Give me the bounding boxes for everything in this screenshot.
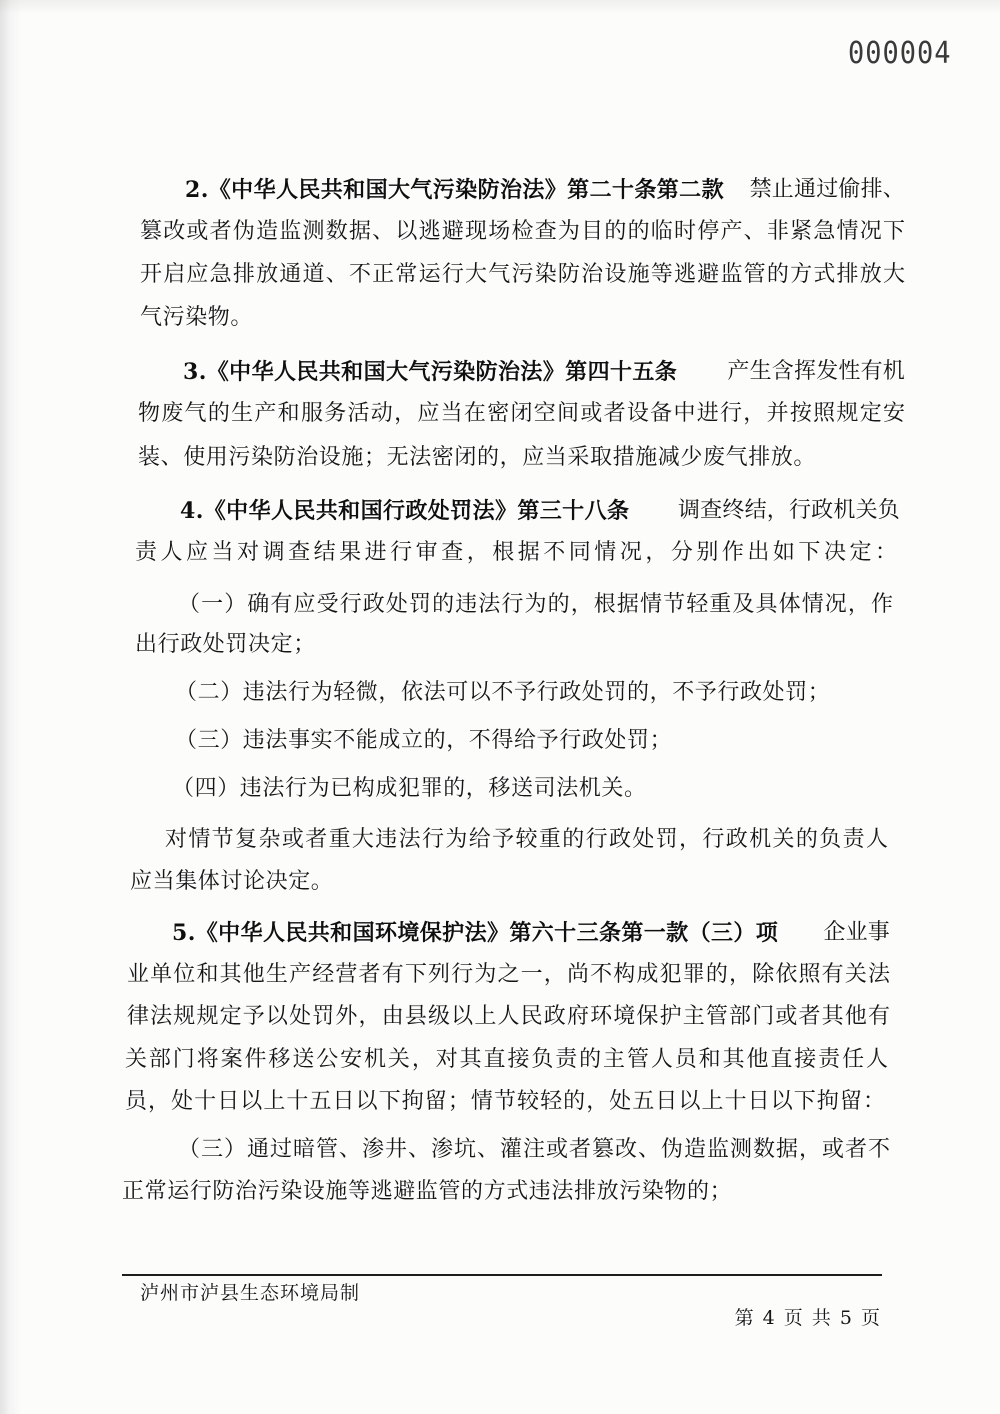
- provision-first-line: [180, 496, 900, 526]
- text-line: 装、使用污染防治设施；无法密闭的，应当采取措施减少废气排放。: [138, 445, 817, 470]
- enumerated-item-line: 出行政处罚决定；: [135, 632, 316, 657]
- provision-citation: 2.《中华人民共和国大气污染防治法》第二十条第二款: [185, 177, 724, 203]
- enumerated-item-line: （三）通过暗管、渗井、渗坑、灌注或者篡改、伪造监测数据，或者不: [178, 1137, 890, 1162]
- enumerated-item-line: （四）违法行为已构成犯罪的，移送司法机关。: [172, 776, 647, 801]
- text-line: 应当集体讨论决定。: [130, 869, 334, 894]
- provision-text: 禁止通过偷排、: [749, 177, 905, 202]
- text-line: 责人应当对调查结果进行审查，根据不同情况，分别作出如下决定：: [135, 540, 897, 565]
- provision-text: 调查终结，行政机关负: [677, 498, 900, 523]
- enumerated-item-line: 正常运行防治污染设施等逃避监管的方式违法排放污染物的；: [122, 1179, 733, 1204]
- provision-citation: 3.《中华人民共和国大气污染防治法》第四十五条: [183, 359, 678, 385]
- enumerated-item-line: （二）违法行为轻微，依法可以不予行政处罚的，不予行政处罚；: [175, 680, 831, 705]
- provision-text: 产生含挥发性有机: [727, 359, 905, 384]
- text-line: 关部门将案件移送公安机关，对其直接负责的主管人员和其他直接责任人: [125, 1047, 888, 1072]
- provision-first-line: [185, 175, 905, 205]
- provision-citation: 5.《中华人民共和国环境保护法》第六十三条第一款（三）项: [172, 920, 779, 946]
- text-line: 气污染物。: [140, 305, 254, 330]
- provision-first-line: [172, 918, 890, 948]
- footer-divider: [122, 1274, 882, 1276]
- issuing-authority: 泸州市泸县生态环境局制: [140, 1282, 361, 1304]
- text-line: 对情节复杂或者重大违法行为给予较重的行政处罚，行政机关的负责人: [165, 827, 888, 852]
- text-line: 业单位和其他生产经营者有下列行为之一，尚不构成犯罪的，除依照有关法: [127, 962, 890, 987]
- enumerated-item-line: （一）确有应受行政处罚的违法行为的，根据情节轻重及具体情况，作: [178, 592, 893, 617]
- page-indicator: 第 4 页 共 5 页: [734, 1307, 880, 1329]
- enumerated-item-line: （三）违法事实不能成立的，不得给予行政处罚；: [175, 728, 673, 753]
- text-line: 律法规规定予以处罚外，由县级以上人民政府环境保护主管部门或者其他有: [127, 1004, 890, 1029]
- text-line: 篡改或者伪造监测数据、以逃避现场检查为目的的临时停产、非紧急情况下: [140, 219, 905, 244]
- provision-citation: 4.《中华人民共和国行政处罚法》第三十八条: [180, 498, 630, 524]
- text-line: 物废气的生产和服务活动，应当在密闭空间或者设备中进行，并按照规定安: [138, 401, 905, 426]
- text-line: 开启应急排放通道、不正常运行大气污染防治设施等逃避监管的方式排放大: [140, 262, 905, 287]
- text-line: 员，处十日以上十五日以下拘留；情节较轻的，处五日以上十日以下拘留：: [125, 1089, 885, 1114]
- document-serial-number: 000004: [848, 36, 952, 71]
- provision-text: 企业事: [823, 920, 890, 945]
- provision-first-line: [183, 357, 905, 387]
